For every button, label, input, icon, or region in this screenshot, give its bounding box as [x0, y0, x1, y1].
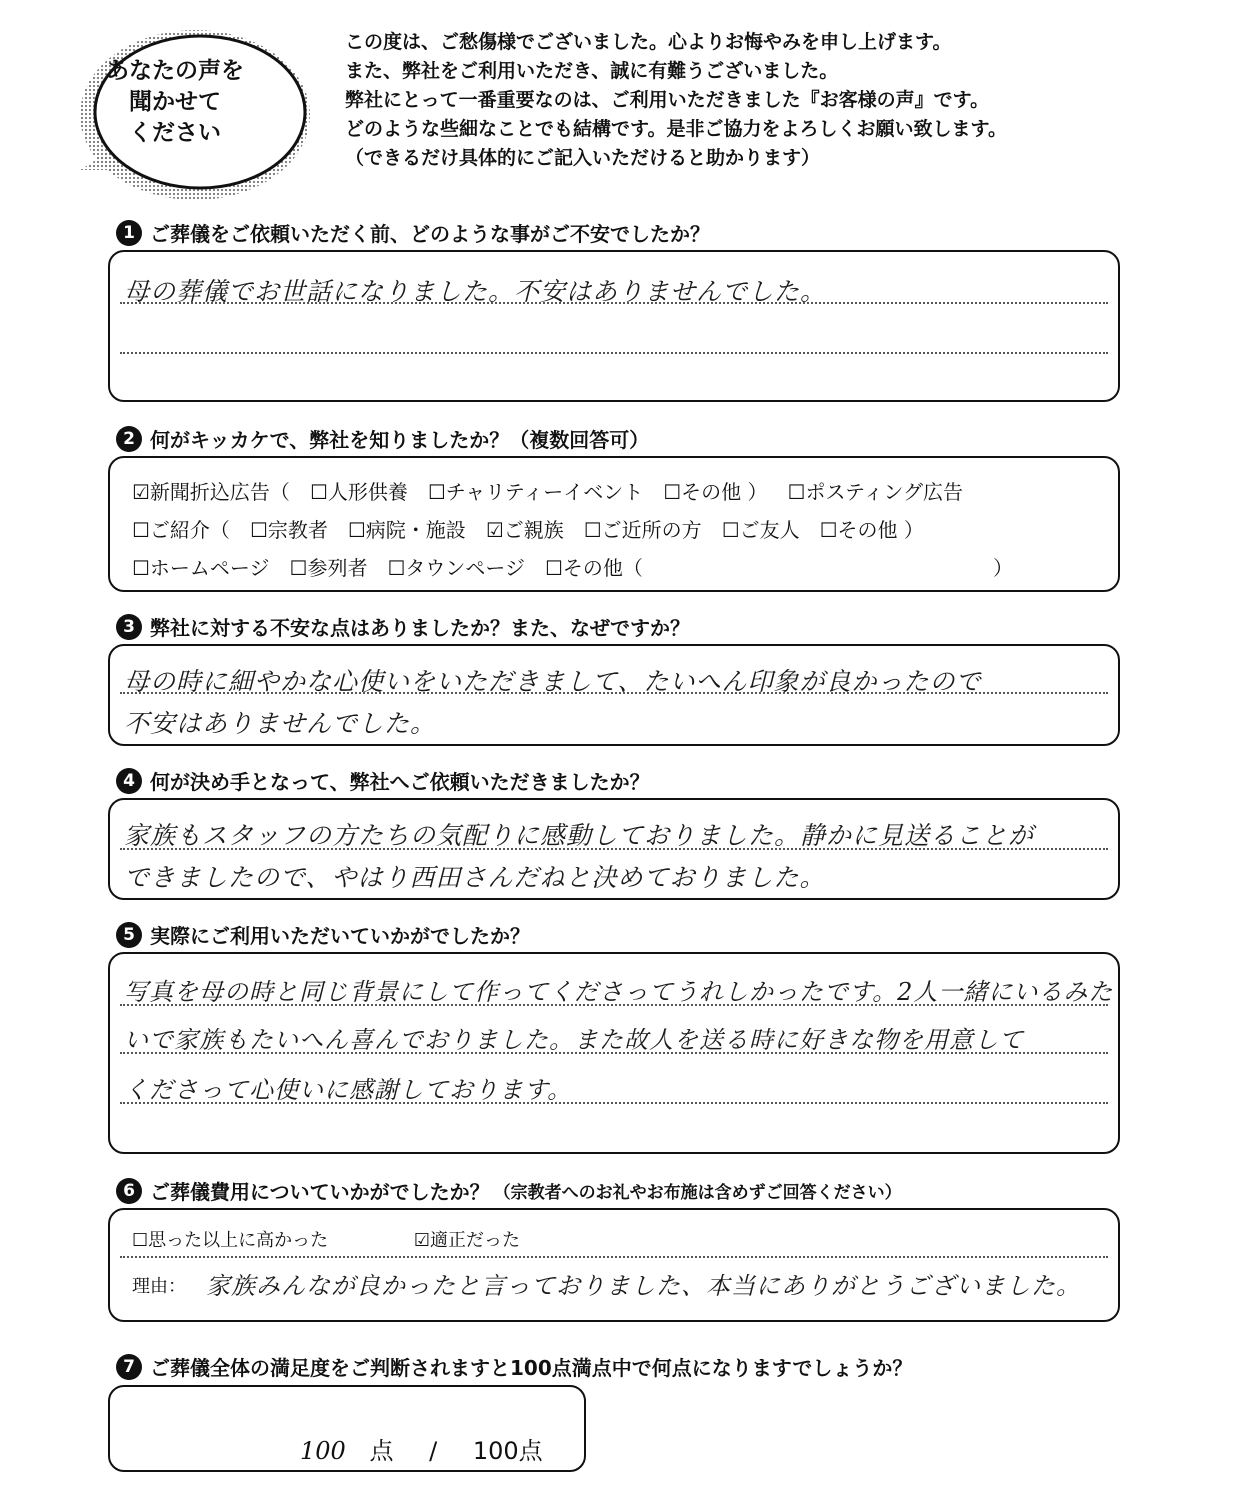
question-6-title: 6 ご葬儀費用についていかがでしたか？ （宗教者へのお礼やお布施は含めずご回答ください） [116, 1176, 902, 1205]
answer-5-line: 写真を母の時と同じ背景にして作ってくださってうれしかったです。2人一緒にいるみた [124, 978, 1114, 1006]
question-4-title: 4 何が決め手となって、弊社へご依頼いただきましたか？ [116, 766, 650, 795]
question-5-title: 5 実際にご利用いただいていかがでしたか？ [116, 920, 530, 949]
answer-box-6 [108, 1208, 1120, 1322]
answer-box-4 [108, 798, 1120, 900]
option[interactable]: ☑新聞折込広告（ [132, 480, 290, 504]
option[interactable]: ☐宗教者 [249, 518, 328, 542]
answer-5-line: いで家族もたいへん喜んでおりました。また故人を送る時に好きな物を用意して [124, 1026, 1024, 1054]
question-3-title: 3 弊社に対する不安な点はありましたか？また、なぜですか？ [116, 612, 690, 641]
score-unit: 点 [369, 1437, 394, 1465]
option-close: ） [992, 556, 1013, 580]
score-max: 100点 [472, 1437, 543, 1465]
option[interactable]: ☐ご友人 [721, 518, 800, 542]
option[interactable]: ☐その他 ） [819, 518, 924, 542]
option[interactable]: ☐ポスティング広告 [787, 480, 964, 504]
option[interactable]: ☑ご親族 [485, 518, 564, 542]
options-row-1 [132, 476, 963, 505]
question-7-title: 7 ご葬儀全体の満足度をご判断されますと100点満点中で何点になりますでしょうか？ [116, 1352, 912, 1381]
option[interactable]: ☐病院・施設 [347, 518, 466, 542]
options-row-3 [132, 552, 1013, 581]
intro-text: この度は、ご愁傷様でございました。心よりお悔やみを申し上げます。 また、弊社をご利用いただき、誠に有難うございました。 弊社にとって一番重要なのは、ご利用いただきました『お客様の声』です。 どのような些細なことでも結構です。是非ご協力をよろしくお願い致します。 （できるだけ具体的にご記入いただけると助かります） [345, 31, 1007, 169]
answer-box-1 [108, 250, 1120, 402]
options-row-2 [132, 514, 924, 543]
score-value: 100 [300, 1437, 346, 1465]
answer-4-line: できましたので、やはり西田さんだねと決めておりました。 [124, 863, 826, 892]
answer-3-line: 不安はありませんでした。 [124, 709, 437, 738]
reason-text: 家族みんなが良かったと言っておりました、本当にありがとうございました。 [206, 1272, 1081, 1300]
option[interactable]: ☐参列者 [289, 556, 368, 580]
option[interactable]: ☐チャリティーイベント [427, 480, 644, 504]
option[interactable]: ☐ご近所の方 [583, 518, 702, 542]
reason-label: 理由： [132, 1276, 186, 1297]
option[interactable]: ☐ホームページ [132, 556, 270, 580]
option[interactable]: ☐ご紹介（ [132, 518, 230, 542]
option[interactable]: ☐タウンページ [387, 556, 525, 580]
answer-3-line: 母の時に細やかな心使いをいただきまして、たいへん印象が良かったので [124, 667, 982, 696]
score-box [108, 1385, 586, 1472]
option[interactable]: ☐その他 ） [663, 480, 768, 504]
score-separator: / [429, 1437, 438, 1465]
answer-5-line: くださって心使いに感謝しております。 [124, 1076, 573, 1104]
option-too-expensive[interactable]: ☐思った以上に高かった [132, 1230, 329, 1251]
answer-4-line: 家族もスタッフの方たちの気配りに感動しておりました。静かに見送ることが [124, 821, 1035, 850]
option[interactable]: ☐その他（ [545, 556, 643, 580]
option[interactable]: ☐人形供養 [309, 480, 408, 504]
option-appropriate[interactable]: ☑適正だった [413, 1230, 521, 1251]
answer-box-3 [108, 644, 1120, 746]
bubble-text: あなたの声を 聞かせて ください [106, 58, 244, 146]
options-box-2 [108, 456, 1120, 592]
answer-1-line: 母の葬儀でお世話になりました。不安はありませんでした。 [124, 277, 827, 306]
question-2-title: 2 何がキッカケで、弊社を知りましたか？（複数回答可） [116, 424, 649, 453]
question-1-title: 1 ご葬儀をご依頼いただく前、どのような事がご不安でしたか？ [116, 218, 710, 247]
answer-box-5 [108, 952, 1120, 1154]
